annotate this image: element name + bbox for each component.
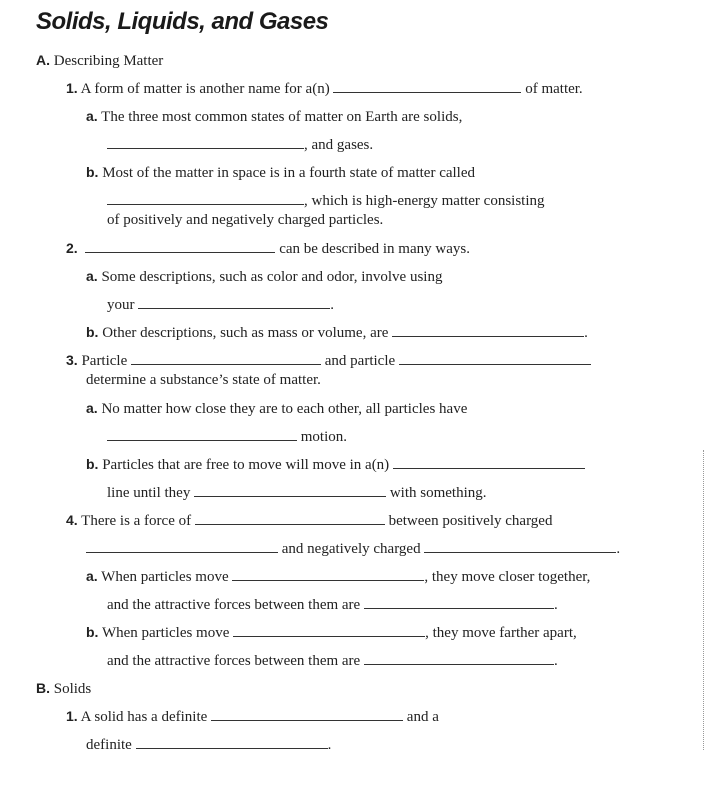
b1-text2: definite [86, 737, 132, 753]
q4a-post: , they move closer together, [424, 569, 591, 585]
q3-line2 [86, 371, 321, 389]
q3-pre: Particle [81, 353, 128, 369]
q2b-period: . [584, 325, 588, 341]
q1b-line1 [86, 163, 475, 182]
q4b-line1 [86, 623, 577, 642]
q2-line [66, 239, 470, 258]
q1b-line2 [107, 191, 545, 210]
q3-blank-1[interactable] [131, 351, 321, 365]
q3a-line1 [86, 399, 467, 418]
q1a-line1 [86, 107, 462, 126]
q2-blank[interactable] [85, 239, 275, 253]
q4a-blank-2[interactable] [364, 595, 554, 609]
q1-post: of matter. [525, 81, 583, 97]
worksheet-title: Solids, Liquids, and Gases [36, 8, 329, 35]
b1-number: 1. [66, 708, 78, 724]
q3b-text: Particles that are free to move will move in a(n) [102, 457, 390, 473]
q3b-label: b. [86, 456, 99, 472]
q4b-line2 [107, 651, 558, 670]
q2a-text: Some descriptions, such as color and odor, involve using [101, 269, 443, 285]
q3a-line2 [107, 427, 347, 446]
section-b-text: Solids [53, 681, 92, 697]
q4-number: 4. [66, 512, 78, 528]
q4a-label: a. [86, 568, 98, 584]
q4a-text2: and the attractive forces between them are [107, 597, 361, 613]
q1a-label: a. [86, 108, 98, 124]
q3a-text2: motion. [300, 429, 348, 445]
section-a-label: A. [36, 52, 50, 68]
q4-period: . [616, 541, 621, 557]
q4b-blank-1[interactable] [233, 623, 425, 637]
q4a-period: . [553, 597, 558, 613]
q2a-blank[interactable] [138, 295, 330, 309]
b1-line2 [86, 735, 331, 754]
q3b-post: with something. [389, 485, 487, 501]
q3b-blank-1[interactable] [393, 455, 585, 469]
q1b-text2: , which is high-energy matter consisting [304, 193, 545, 209]
q2b-text: Other descriptions, such as mass or volume, are [102, 325, 389, 341]
q4-blank-3[interactable] [424, 539, 616, 553]
q4-line [66, 511, 552, 530]
page-edge-divider [702, 450, 704, 750]
b1-post: and a [406, 709, 439, 725]
q1-blank[interactable] [333, 79, 521, 93]
q1b-label: b. [86, 164, 99, 180]
q3-blank-2[interactable] [399, 351, 591, 365]
q3a-label: a. [86, 400, 98, 416]
q1-prompt: A form of matter is another name for a(n) [80, 81, 330, 97]
q3b-line1 [86, 455, 585, 474]
q4a-line2 [107, 595, 558, 614]
q4-text2: and negatively charged [281, 541, 421, 557]
q3-mid: and particle [324, 353, 396, 369]
q4b-period: . [553, 653, 558, 669]
q3b-line2 [107, 483, 487, 502]
q1a-text: The three most common states of matter on Earth are solids, [101, 109, 463, 125]
q1b-text3: of positively and negatively charged particles. [107, 212, 384, 228]
q3b-pre: line until they [107, 485, 191, 501]
q1b-text: Most of the matter in space is in a fourth state of matter called [102, 165, 475, 181]
q1-line [66, 79, 583, 98]
q2a-line2 [107, 295, 334, 314]
q3-number: 3. [66, 352, 78, 368]
q4-blank-1[interactable] [195, 511, 385, 525]
q2b-line [86, 323, 588, 342]
q2a-line1 [86, 267, 442, 286]
q3a-blank[interactable] [107, 427, 297, 441]
q2b-label: b. [86, 324, 99, 340]
q3-line [66, 351, 591, 370]
b1-period: . [327, 737, 332, 753]
section-b-label: B. [36, 680, 50, 696]
q4a-pre: When particles move [101, 569, 229, 585]
q1a-text2: , and gases. [304, 137, 374, 153]
section-a-text: Describing Matter [53, 53, 164, 69]
q3b-blank-2[interactable] [194, 483, 386, 497]
q4b-text2: and the attractive forces between them are [107, 653, 361, 669]
q4a-line1 [86, 567, 590, 586]
q1b-blank[interactable] [107, 191, 304, 205]
q4-line2 [86, 539, 620, 558]
q1a-line2 [107, 135, 373, 154]
q4-post: between positively charged [388, 513, 553, 529]
q4b-pre: When particles move [101, 625, 230, 641]
b1-blank-2[interactable] [136, 735, 328, 749]
q2a-period: . [330, 297, 334, 313]
q3a-text: No matter how close they are to each other, all particles have [101, 401, 468, 417]
b1-blank-1[interactable] [211, 707, 403, 721]
q2b-blank[interactable] [392, 323, 584, 337]
q4b-label: b. [86, 624, 99, 640]
b1-pre: A solid has a definite [80, 709, 208, 725]
q1a-blank[interactable] [107, 135, 304, 149]
section-a-heading [36, 51, 163, 70]
q4-blank-2[interactable] [86, 539, 278, 553]
q2a-label: a. [86, 268, 98, 284]
q3-text2: determine a substance’s state of matter. [86, 372, 321, 388]
q4b-blank-2[interactable] [364, 651, 554, 665]
q1b-line3 [107, 211, 383, 229]
q1-number: 1. [66, 80, 78, 96]
q2-number: 2. [66, 240, 78, 256]
q4b-post: , they move farther apart, [425, 625, 577, 641]
q4-pre: There is a force of [81, 513, 192, 529]
q2a-your: your [107, 297, 135, 313]
q4a-blank-1[interactable] [232, 567, 424, 581]
section-b-heading [36, 679, 91, 698]
b1-line [66, 707, 439, 726]
q2-post: can be described in many ways. [279, 241, 470, 257]
